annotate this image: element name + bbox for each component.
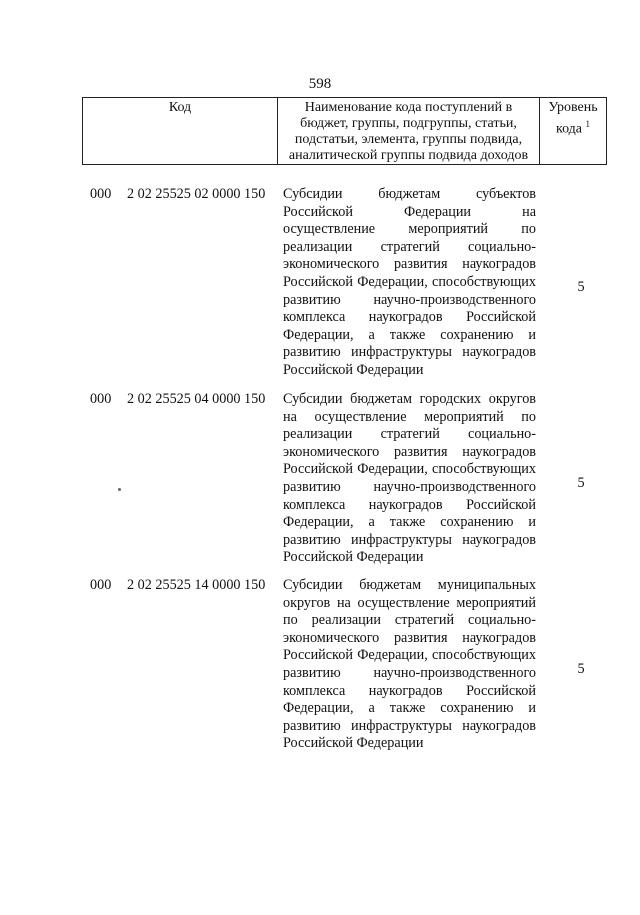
table-header xyxy=(82,97,607,165)
admin-code: 000 xyxy=(90,577,112,593)
page-number: 598 xyxy=(308,76,332,92)
income-code: 2 02 25525 04 0000 150 xyxy=(127,391,266,407)
header-level xyxy=(540,98,606,164)
income-description: Субсидии бюджетам муниципальных округов на осуществление мероприятий по реализации стратегий социально-экономического развития наукоградов Российской Федерации, способствующих развитию научно-производственного комплекса наукоградов Российской Федерации, а также сохранению и развитию инфраструктуры наукоградов Российской Федерации xyxy=(283,577,536,752)
header-level-suffix: а xyxy=(575,121,583,137)
income-description: Субсидии бюджетам субъектов Российской Федерации на осуществление мероприятий по реализации стратегий социально-экономического развития наукоградов Российской Федерации, способствующих развитию научно-производственного комплекса наукоградов Российской Федерации, а также сохранению и развитию инфраструктуры наукоградов Российской Федерации xyxy=(283,186,536,378)
header-code: Код xyxy=(83,98,278,164)
income-description: Субсидии бюджетам городских округов на осуществление мероприятий по реализации стратегий социально-экономического развития наукоградов Российской Федерации, способствующих развитию научно-производственного комплекса наукоградов Российской Федерации, а также сохранению и развитию инфраструктуры наукоградов Российской Федерации xyxy=(283,391,536,566)
income-code: 2 02 25525 14 0000 150 xyxy=(127,577,266,593)
level-value: 5 xyxy=(577,279,585,295)
footnote-marker: 1 xyxy=(585,119,591,129)
level-value: 5 xyxy=(577,661,585,677)
admin-code: 000 xyxy=(90,186,112,202)
income-code: 2 02 25525 02 0000 150 xyxy=(127,186,266,202)
header-level-label: Уровень код xyxy=(548,100,598,137)
level-value: 5 xyxy=(577,475,585,491)
scan-speck xyxy=(118,488,121,491)
header-name: Наименование кода поступлений в бюджет, группы, подгруппы, статьи, подстатьи, элемента, группы подвида, аналитической группы подвида доходов xyxy=(278,98,540,164)
admin-code: 000 xyxy=(90,391,112,407)
